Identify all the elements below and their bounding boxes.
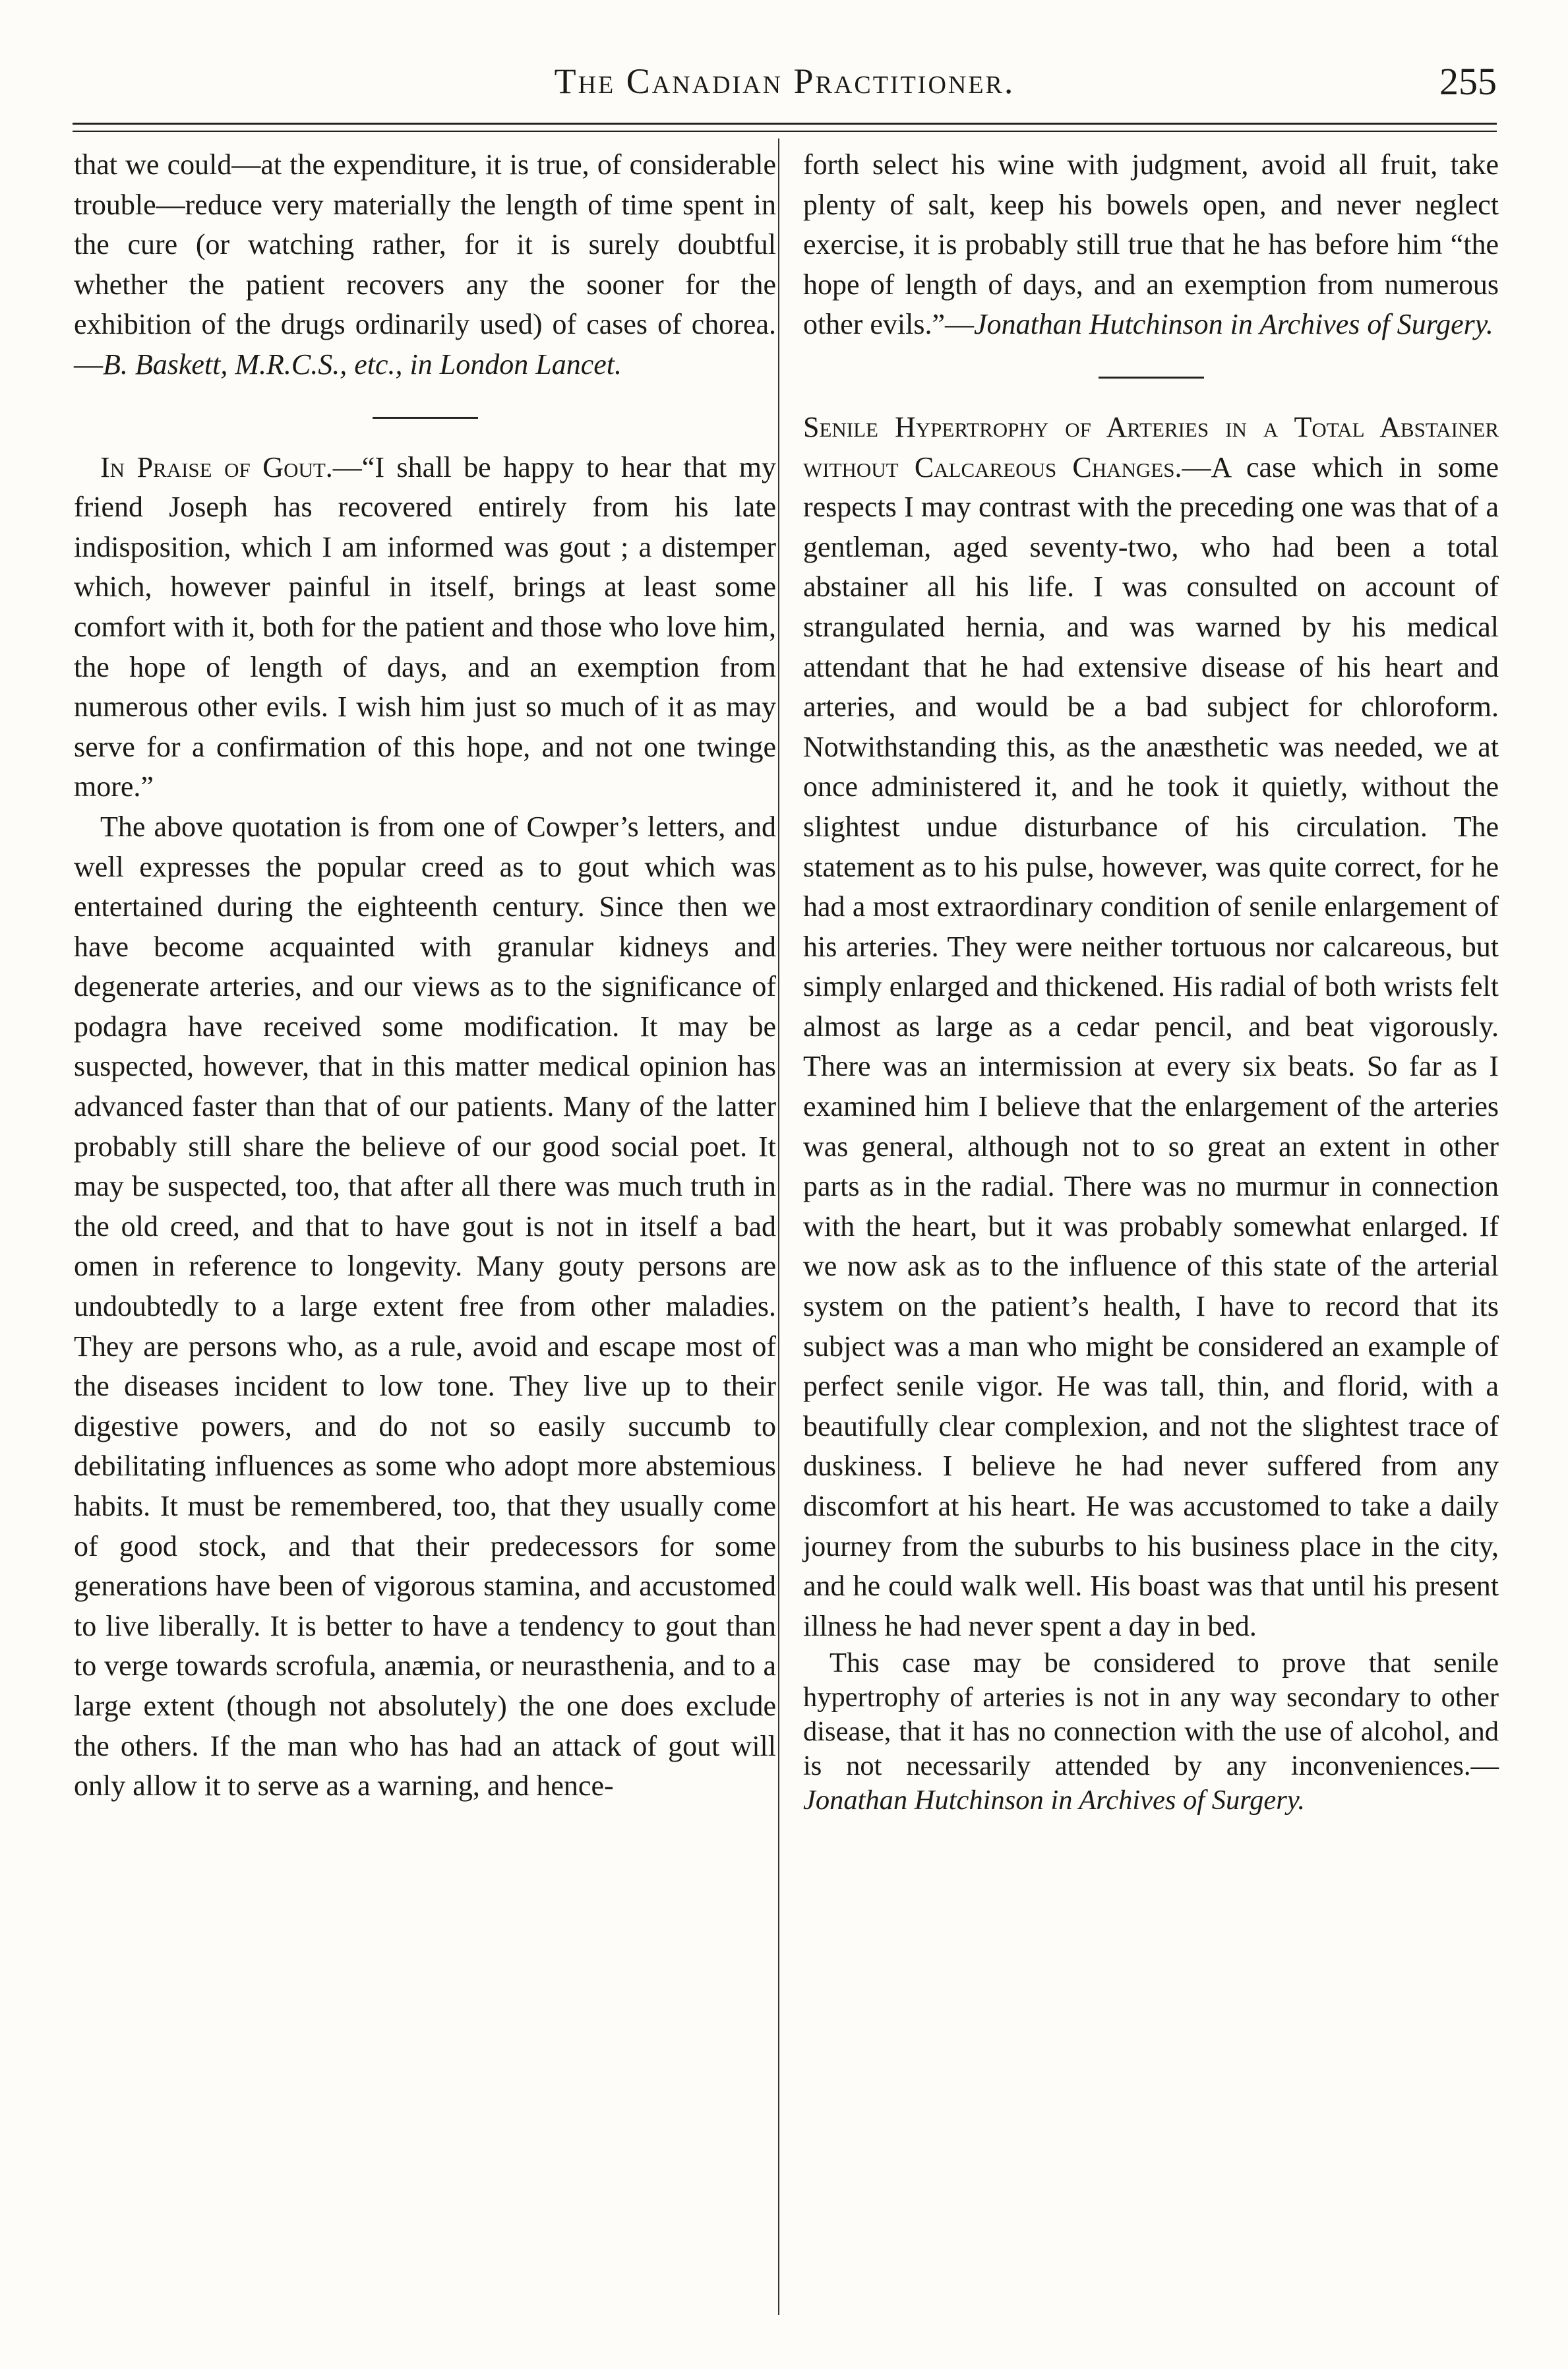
journal-title: The Canadian Practitioner. <box>554 61 1015 101</box>
section-separator <box>373 417 478 419</box>
page-number: 255 <box>1439 60 1497 103</box>
gout-continued-text: forth select his wine with judgment, avoid all fruit, take plenty of salt, keep his bowels open, and never neglect exercise, it is probably still true that he has before him “the hope of length of days, and an exemption from numerous other evils.”— <box>803 148 1499 341</box>
senile-conclusion-paragraph <box>803 1646 1499 1818</box>
senile-conclusion: This case may be considered to prove that senile hypertrophy of arteries is not in any way secondary to other disease, that it has no connection with the use of alcohol, and is not necessarily attended by any inconveniences.— <box>803 1647 1499 1782</box>
header-rule <box>73 123 1497 125</box>
gout-continued-paragraph <box>803 145 1499 345</box>
running-head <box>73 47 1497 120</box>
senile-body: —A case which in some respects I may contrast with the preceding one was that of a gentleman, aged seventy-two, who had been a total abstainer all his life. I was consulted on account of strangulated hernia, and was warned by his medical attendant that he had extensive disease of his heart and arteries, and would be a bad subject for chloroform. Notwithstanding this, as the anæsthetic was needed, we at once administered it, and he took it quietly, without the slightest undue disturbance of his circulation. The statement as to his pulse, however, was quite correct, for he had a most extraordinary condition of senile enlargement of his arteries. They were neither tortuous nor calcareous, but simply enlarged and thickened. His radial of both wrists felt almost as large as a cedar pencil, and beat vigorously. There was an intermission at every six beats. So far as I examined him I believe that the enlargement of the arteries was general, although not to so great an extent in other parts as in the radial. There was no murmur in connection with the heart, but it was probably somewhat enlarged. If we now ask as to the influence of this state of the arterial system on the patient’s health, I have to record that its subject was a man who might be considered an example of perfect senile vigor. He was tall, thin, and florid, with a beautifully clear complexion, and not the slightest trace of duskiness. I believe he had never suffered from any discomfort at his heart. He was accustomed to take a daily journey from the suburbs to his business place in the city, and he could walk well. His boast was that until his present illness he had never spent a day in bed. <box>803 450 1499 1642</box>
left-column <box>74 145 776 1806</box>
senile-paragraph <box>803 408 1499 1646</box>
gout-heading: In Praise of Gout. <box>100 450 333 483</box>
gout-quote: —“I shall be happy to hear that my friend Joseph has recovered entirely from his late indisposition, which I am informed was gout ; a distemper which, however painful in itself, brings at least some comfort with it, both for the patient and those who love him, the hope of length of days, and an exemption from numerous other evils. I wish him just so much of it as may serve for a confirmation of this hope, and not one twinge more.” <box>74 450 776 803</box>
senile-citation: Jonathan Hutchinson in Archives of Surgery. <box>803 1785 1305 1816</box>
gout-citation: Jonathan Hutchinson in Archives of Surgery. <box>974 308 1493 341</box>
right-column <box>803 145 1499 1818</box>
column-divider <box>778 138 779 2315</box>
header-rule-secondary <box>73 131 1497 132</box>
gout-quote-paragraph <box>74 448 776 807</box>
gout-body-paragraph: The above quotation is from one of Cowper’s letters, and well expresses the popular creed as to gout which was entertained during the eighteenth century. Since then we have become acquainted with granular kidneys and degenerate arteries, and our views as to the significance of podagra have received some modification. It may be suspected, however, that in this matter medical opinion has advanced faster than that of our patients. Many of the latter probably still share the believe of our good social poet. It may be suspected, too, that after all there was much truth in the old creed, and that to have gout is not in itself a bad omen in reference to longevity. Many gouty persons are undoubtedly to a large extent free from other maladies. They are persons who, as a rule, avoid and escape most of the diseases incident to low tone. They live up to their digestive powers, and do not so easily succumb to debilitating influences as some who adopt more abstemious habits. It must be remembered, too, that they usually come of good stock, and that their predecessors for some generations have been of vigorous stamina, and accustomed to live liberally. It is better to have a tendency to gout than to verge towards scrofula, anæmia, or neurasthenia, and to a large extent (though not absolutely) the one does exclude the others. If the man who has had an attack of gout will only allow it to serve as a warning, and hence- <box>74 810 776 1802</box>
chorea-paragraph <box>74 145 776 385</box>
senile-heading: Senile Hypertrophy of Arteries in a Total Abstainer without Calcareous Changes. <box>803 410 1499 483</box>
chorea-text: that we could—at the expenditure, it is true, of considerable trouble—reduce very materially the length of time spent in the cure (or watching rather, for it is surely doubtful whether the patient recovers any the sooner for the exhibition of the drugs ordinarily used) of cases of chorea.— <box>74 148 776 381</box>
section-separator-right <box>1099 377 1204 379</box>
chorea-citation: B. Baskett, M.R.C.S., etc., in London Lancet. <box>103 348 622 381</box>
